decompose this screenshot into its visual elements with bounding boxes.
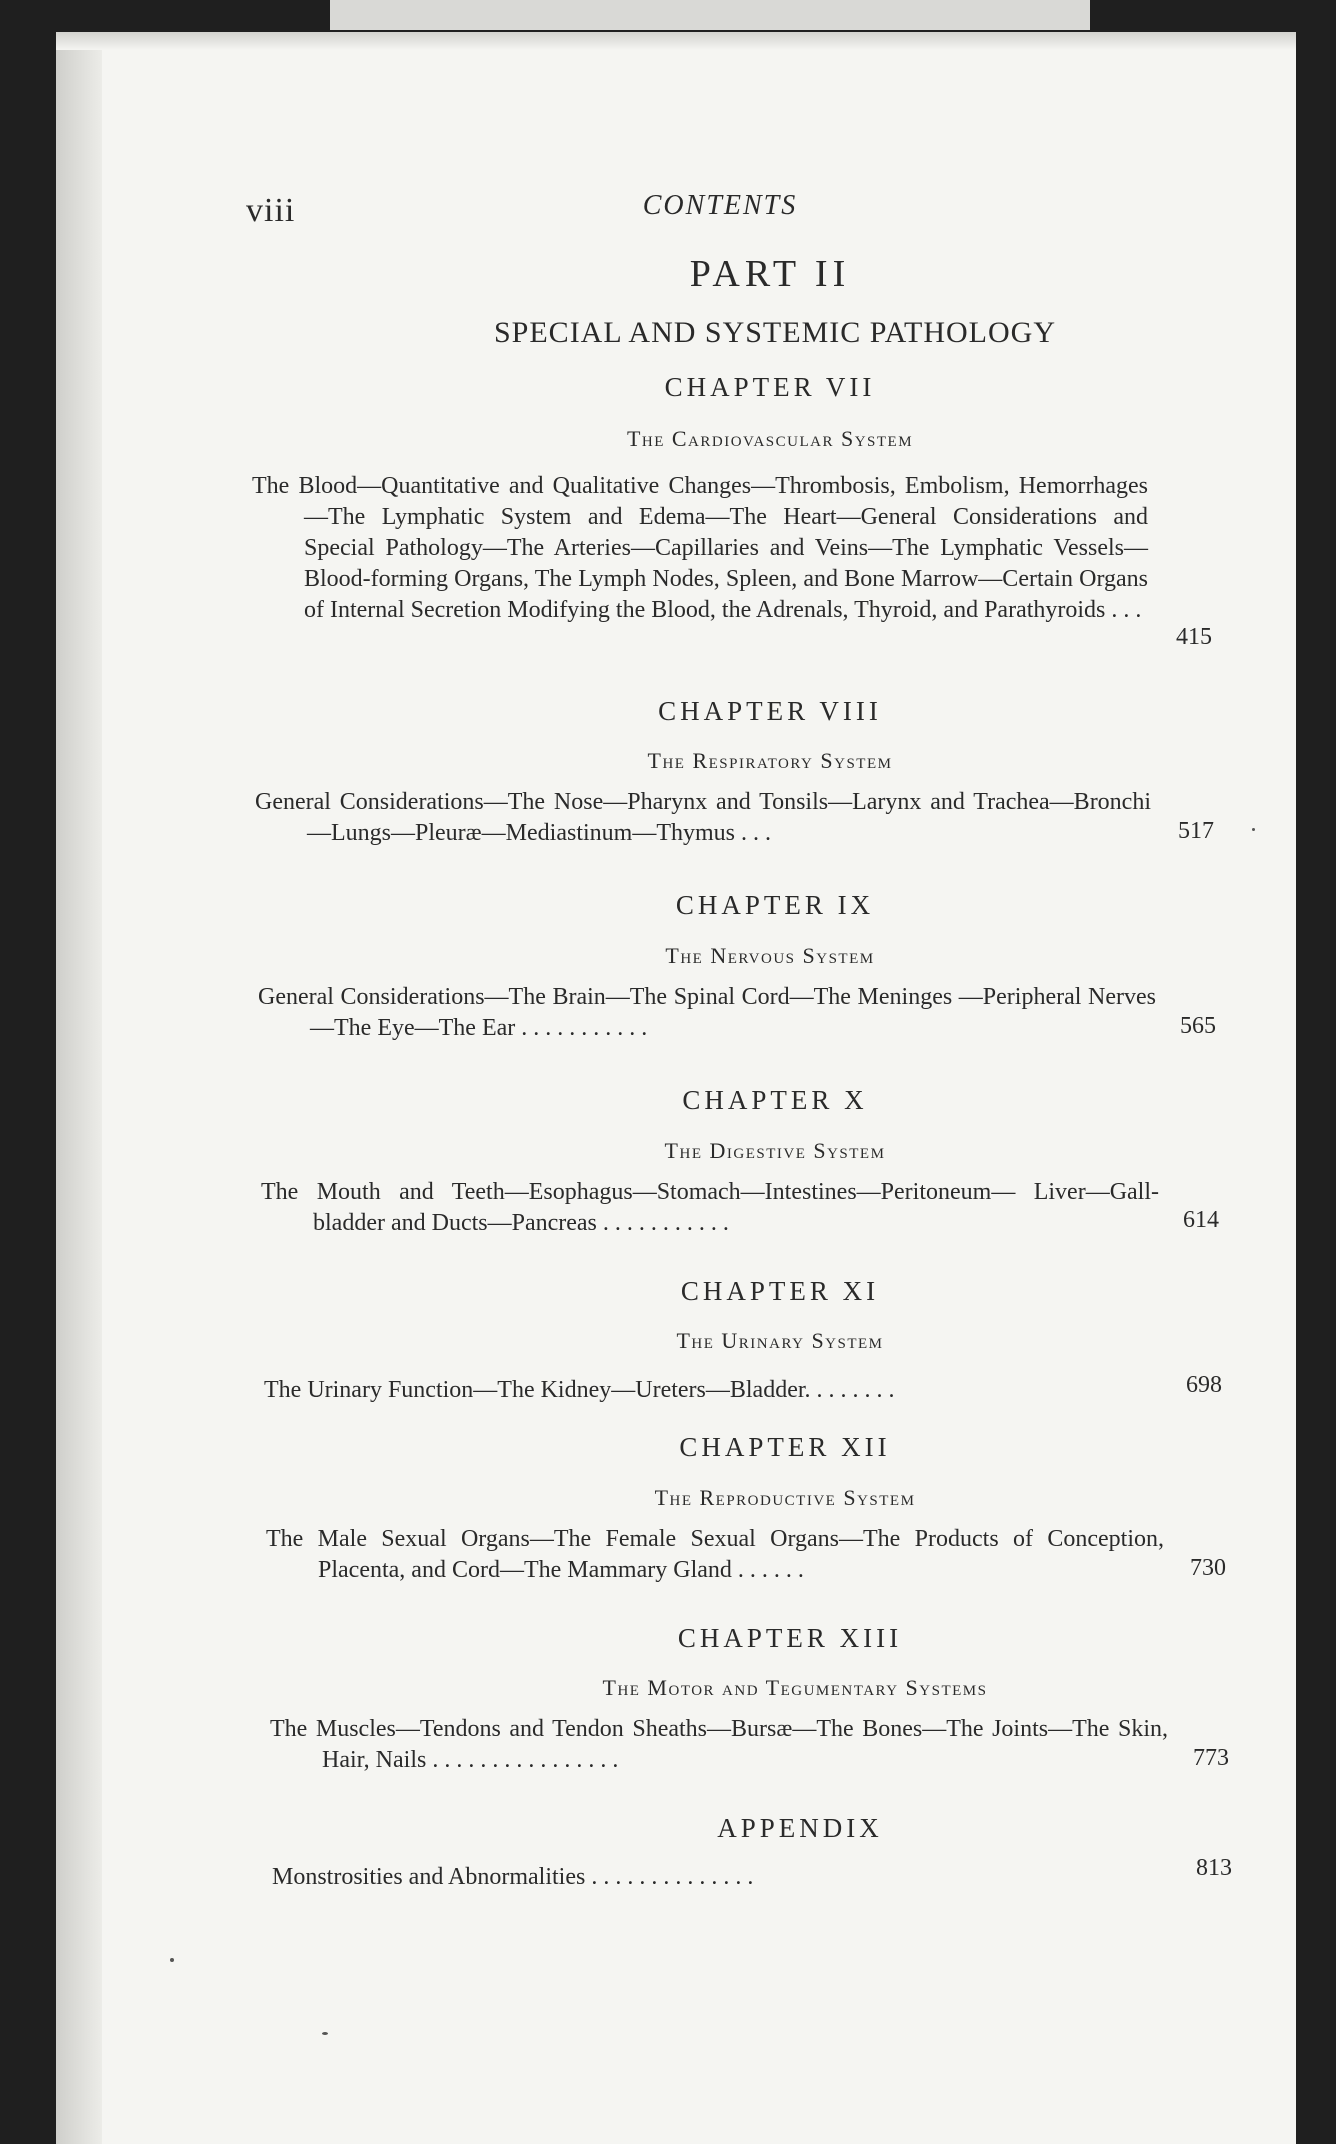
toc-entry: General Considerations—The Nose—Pharynx and Tonsils—Larynx and Trachea—Bronchi—Lungs—Pleuræ—Mediastinum—Thymus . . . — [255, 789, 1151, 846]
page-number: 730 — [1190, 1555, 1226, 1581]
page-number: 415 — [1176, 624, 1212, 650]
chapter-label: CHAPTER X — [682, 1085, 868, 1115]
toc-entry: The Mouth and Teeth—Esophagus—Stomach—Intestines—Peritoneum— Liver—Gall-bladder and Ducts—Pancreas . . . . . . . . . . . — [261, 1179, 1159, 1236]
page-top-shadow — [56, 32, 1296, 50]
page-number: 565 — [1180, 1013, 1216, 1039]
toc-entry: The Urinary Function—The Kidney—Ureters—Bladder. . . . . . . . — [264, 1377, 895, 1403]
chapter-label: CHAPTER IX — [675, 890, 875, 920]
scan-background-strip — [330, 0, 1090, 30]
dust-speck — [170, 1958, 174, 1962]
system-title: The Nervous System — [665, 943, 875, 968]
running-head: CONTENTS — [642, 190, 798, 221]
toc-entry: Monstrosities and Abnormalities . . . . . . . . . . . . . . — [272, 1864, 754, 1890]
system-title: The Cardiovascular System — [626, 426, 914, 451]
page-number: 517 — [1178, 818, 1214, 844]
dust-speck — [1252, 828, 1255, 831]
chapter-label: CHAPTER VII — [664, 372, 876, 402]
system-title: The Reproductive System — [654, 1485, 916, 1510]
system-title: The Digestive System — [664, 1138, 886, 1163]
page-folio: viii — [246, 192, 296, 229]
page-number: 614 — [1183, 1207, 1219, 1233]
toc-entry: The Muscles—Tendons and Tendon Sheaths—Bursæ—The Bones—The Joints—The Skin, Hair, Nails . . . . . . . . . . . . . . . . — [270, 1716, 1168, 1773]
page-number: 698 — [1186, 1372, 1222, 1398]
system-title: The Motor and Tegumentary Systems — [602, 1675, 988, 1700]
dust-speck — [322, 2032, 328, 2035]
page-number: 813 — [1196, 1855, 1232, 1881]
part-subtitle: SPECIAL AND SYSTEMIC PATHOLOGY — [493, 316, 1057, 349]
toc-entry: General Considerations—The Brain—The Spinal Cord—The Meninges —Peripheral Nerves—The Eye—The Ear . . . . . . . . . . . — [258, 984, 1156, 1041]
toc-entry: The Blood—Quantitative and Qualitative Changes—Thrombosis, Embolism, Hemorrhages—The Lymphatic System and Edema—The Heart—General Considerations and Special Pathology—The Arteries—Capillaries and Veins—The Lymphatic Vessels—Blood-forming Organs, The Lymph Nodes, Spleen, and Bone Marrow—Certain Organs of Internal Secretion Modifying the Blood, the Adrenals, Thyroid, and Parathyroids . . . — [252, 473, 1148, 623]
toc-entry: The Male Sexual Organs—The Female Sexual Organs—The Products of Conception, Placenta, and Cord—The Mammary Gland . . . . . . — [266, 1526, 1164, 1583]
chapter-label: CHAPTER XII — [679, 1432, 891, 1462]
page-binding-edge — [56, 32, 102, 2144]
system-title: The Respiratory System — [647, 748, 893, 773]
page-number: 773 — [1193, 1745, 1229, 1771]
system-title: The Urinary System — [676, 1328, 884, 1353]
chapter-label: CHAPTER VIII — [658, 696, 882, 726]
chapter-label: CHAPTER XI — [680, 1276, 880, 1306]
part-title: PART II — [689, 253, 851, 295]
chapter-label: CHAPTER XIII — [677, 1623, 903, 1653]
appendix-label: APPENDIX — [717, 1813, 883, 1843]
